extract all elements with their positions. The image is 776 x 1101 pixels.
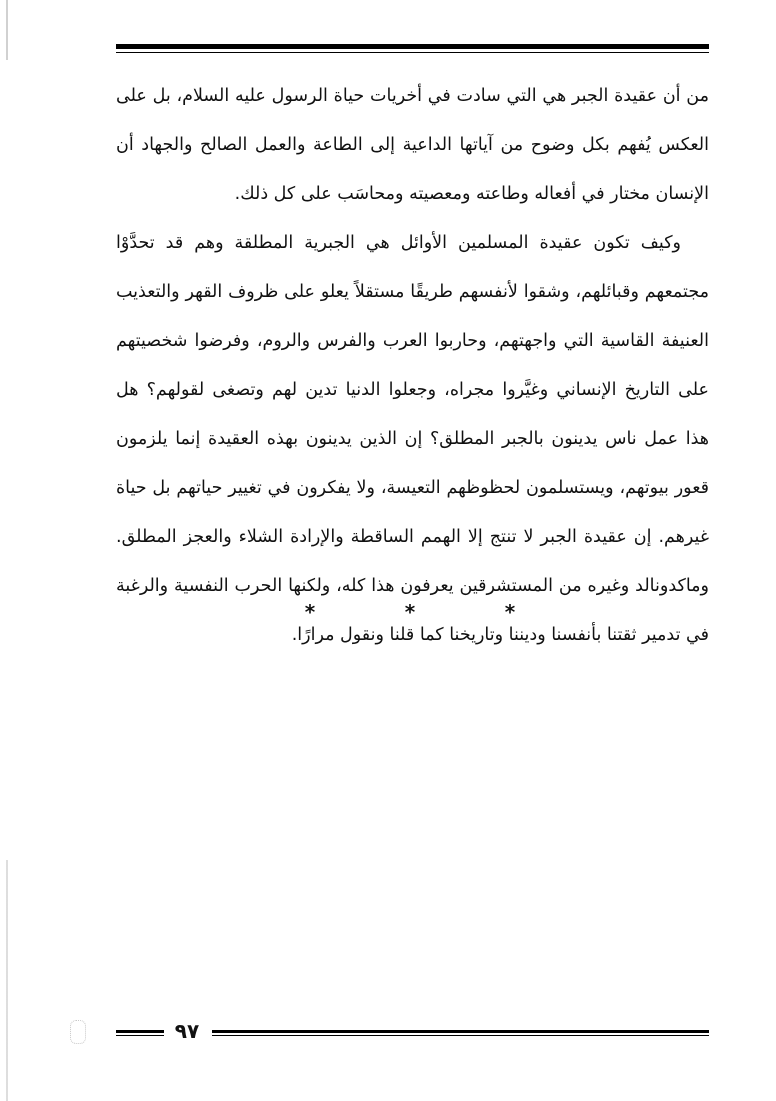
page-footer <box>116 1016 709 1046</box>
footer-rule-left <box>116 1030 164 1036</box>
header-rule <box>116 44 709 53</box>
text-line: هذا عمل ناس يدينون بالجبر المطلق؟ إن الذين يدينون بهذه العقيدة إنما يلزمون <box>116 429 709 449</box>
text-line: الإنسان مختار في أفعاله وطاعته ومعصيته ومحاسَب على كل ذلك. <box>234 184 709 204</box>
section-separator <box>300 592 520 632</box>
separator-star: * <box>404 600 416 624</box>
text-line: من أن عقيدة الجبر هي التي سادت في أخريات حياة الرسول عليه السلام، بل على <box>116 86 709 106</box>
separator-star: * <box>504 600 516 624</box>
separator-star: * <box>304 600 316 624</box>
text-line: قعور بيوتهم، ويستسلمون لحظوظهم التعيسة، ولا يفكرون في تغيير حياتهم بل حياة <box>116 478 709 498</box>
text-line: على التاريخ الإنساني وغيَّروا مجراه، وجعلوا الدنيا تدين لهم وتصغى لقولهم؟ هل <box>116 380 709 400</box>
header-rule-thick <box>116 44 709 49</box>
text-line: مجتمعهم وقبائلهم، وشقوا لأنفسهم طريقًا مستقلاً يعلو على ظروف القهر والتعذيب <box>116 282 709 302</box>
text-line: العنيفة القاسية التي واجهتهم، وحاربوا العرب والفرس والروم، وفرضوا شخصيتهم <box>116 331 709 351</box>
page-number: ٩٧ <box>174 1019 200 1043</box>
body-text <box>116 72 709 660</box>
text-line: غيرهم. إن عقيدة الجبر لا تنتج إلا الهمم الساقطة والإرادة الشلاء والعجز المطلق. <box>116 527 709 547</box>
text-line: وماكدونالد وغيره من المستشرقين يعرفون هذا كله، ولكنها الحرب النفسية والرغبة <box>116 576 709 596</box>
text-line: العكس يُفهم بكل وضوح من آياتها الداعية إلى الطاعة والعمل الصالح والجهاد أن <box>116 135 709 155</box>
text-line: وكيف تكون عقيدة المسلمين الأوائل هي الجبرية المطلقة وهم قد تحدَّوْا <box>116 233 681 253</box>
scan-edge <box>6 0 8 1101</box>
scan-smudge <box>70 1020 86 1044</box>
footer-rule-right <box>212 1030 709 1036</box>
text-line: في تدمير ثقتنا بأنفسنا وديننا وتاريخنا كما قلنا ونقول مرارًا. <box>291 625 709 645</box>
header-rule-thin <box>116 52 709 53</box>
